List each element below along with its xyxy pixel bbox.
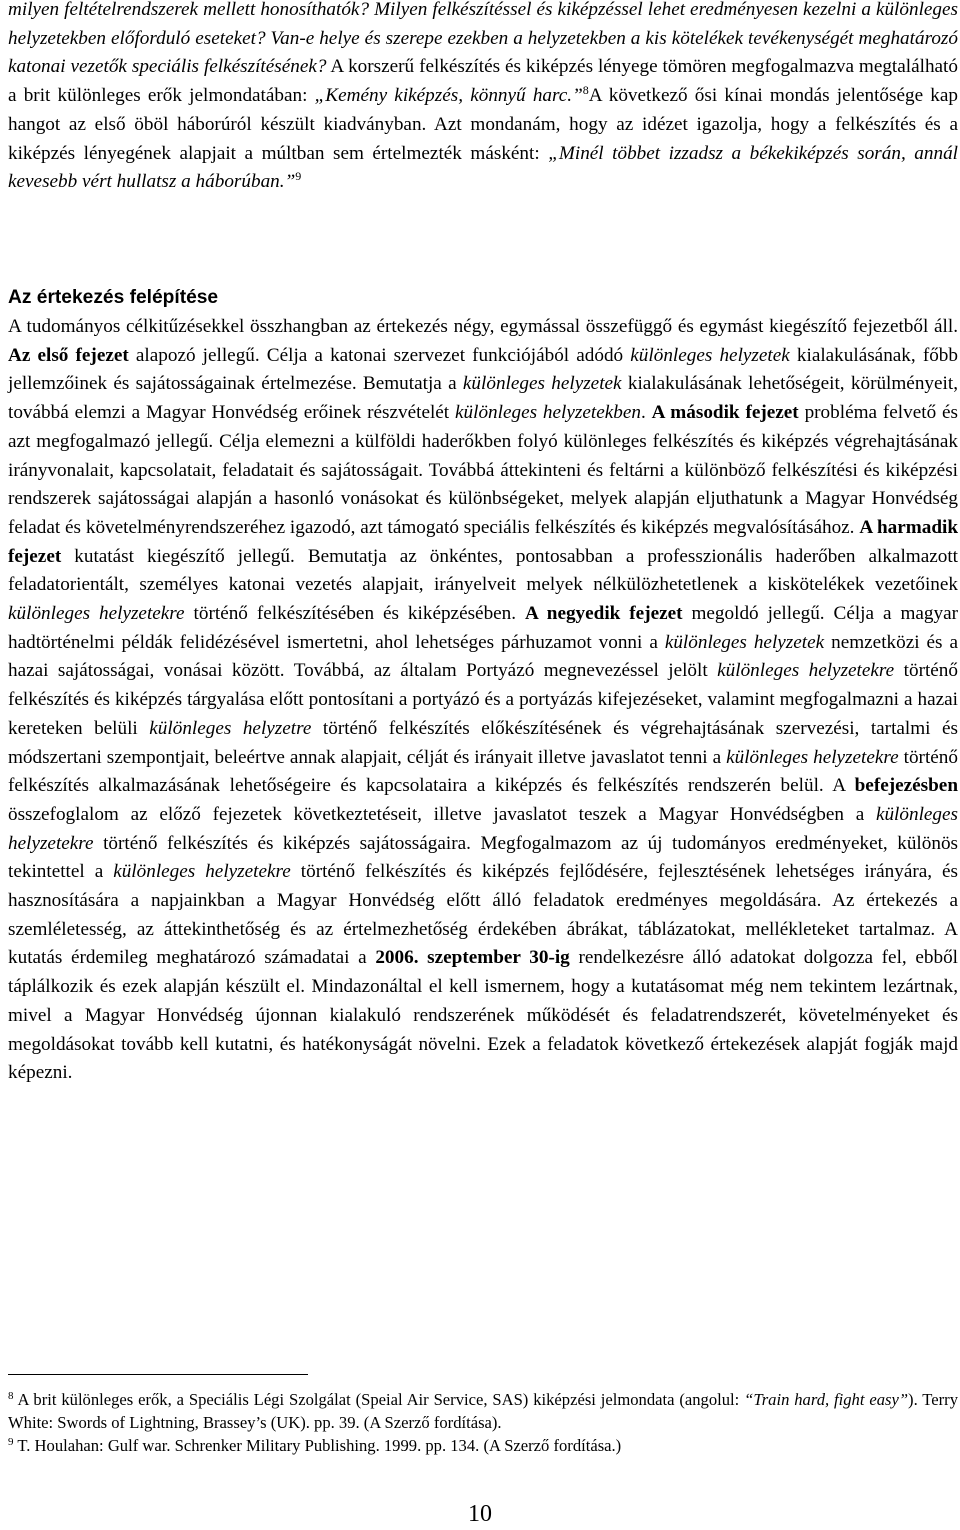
footnote-ref-9[interactable]: 9: [295, 169, 302, 184]
text-run: történő felkészítés előkészítésének és végrehajtásának szervezési, tartalmi és módszertani szempontjait, beleértve annak alapjait, célját és irányait illetve javaslatot tenni a: [8, 717, 958, 768]
bold-run: befejezésben: [854, 775, 958, 797]
intro-paragraph: [8, 0, 958, 197]
text-run: alapozó jellegű. Célja a katonai szervezet funkciójából adódó: [128, 344, 631, 366]
text-run: probléma felvető és azt megfogalmazó jellegű. Célja elemezni a külföldi haderőkben folyó különleges felkészítés és kiképzés végrehajtásának irányvonalait, kapcsolatait, feladatait és sajátosságait. Továbbá áttekinteni és feltárni a különböző felkészítési és kiképzési rendszerek sajátosságai alapján a hasonló vonásokat és különbségeket, melyek alapján eljuthatunk a Magyar Honvédség feladat és követelményrendszeréhez igazodó, azt támogató speciális felkészítés és kiképzés megvalósításához.: [8, 402, 959, 538]
text-run: A korszerű felkészítés és kiképzés lényege tömören megfogalmazva megtalálható a brit különleges erők jelmondatában:: [8, 56, 958, 107]
structure-paragraph: [8, 313, 958, 1088]
footnote-number: 8: [8, 1390, 14, 1402]
italic-run: különleges helyzetekre: [8, 603, 185, 625]
text-run: kialakulásának lehetőségeit, körülményeit, továbbá elemzi a Magyar Honvédség erőinek részvételét: [8, 373, 958, 424]
italic-run: különleges helyzetekre: [726, 746, 899, 768]
footnotes: [8, 1388, 958, 1457]
proverb-quote: „Minél többet izzadsz a békekiképzés során, annál kevesebb vért hullatsz a háborúban.”: [8, 142, 958, 193]
footnote-9: [8, 1434, 958, 1457]
text-run: megoldó jellegű. Célja a magyar hadtörténelmi példák felidézésével ismertetni, ahol lehetséges párhuzamot vonni a: [8, 603, 958, 653]
text-run: A tudományos célkitűzésekkel összhangban az értekezés négy, egymással összefüggő és egymást kiegészítő fejezetből áll.: [8, 316, 958, 337]
footnote-number: 9: [8, 1436, 14, 1448]
text-run: nemzetközi és a hazai sajátosságai, vonásai között. Továbbá, az általam Portyázó megnevezéssel jelölt: [8, 631, 959, 682]
italic-run: különleges helyzetekre: [113, 861, 291, 883]
text-run: történő felkészítésében és kiképzésében.: [184, 603, 526, 625]
bold-run: 2006. szeptember 30-ig: [375, 947, 570, 969]
italic-run: különleges helyzetekre: [717, 660, 895, 682]
bold-run: A negyedik fejezet: [525, 603, 683, 625]
motto-quote: „Kemény kiképzés, könnyű harc.”: [314, 85, 583, 107]
text-run: .: [640, 402, 652, 424]
bold-run: A második fejezet: [651, 402, 799, 424]
footnote-8: [8, 1388, 958, 1434]
italic-run: különleges helyzetekre: [8, 803, 958, 854]
section-heading: Az értekezés felépítése: [8, 287, 219, 308]
italic-run: “Train hard, fight easy”: [744, 1390, 909, 1409]
bold-run: A harmadik fejezet: [8, 516, 958, 567]
italic-run: különleges helyzetek: [630, 344, 790, 366]
text-run: történő felkészítés és kiképzés tárgyalása előtt pontosítani a portyázó és a portyázás kifejezéseket, valamint megfogalmazni a hazai kereteken belüli: [8, 660, 958, 739]
text-run: összefoglalom az előző fejezetek következtetéseit, illetve javaslatot teszek a Magyar Honvédségben a: [8, 803, 876, 825]
text-run: A következő ősi kínai mondás jelentősége kap hangot az első öböl háborúról készült kiadványban. Azt mondanám, hogy az idézet igazolja, hogy a felkészítés és a kiképzés lényegének alapjait a múltban sem értelmezték másként:: [8, 85, 959, 164]
text-run: ). Terry White: Swords of Lightning, Brassey’s (UK). pp. 39. (A Szerző fordítása).: [8, 1390, 958, 1432]
page-number: 10: [468, 1501, 492, 1527]
text-run: kialakulásának, főbb jellemzőinek és sajátosságainak értelmezése. Bemutatja a: [8, 344, 958, 395]
bold-run: Az első fejezet: [8, 344, 129, 366]
italic-run: különleges helyzetekben: [455, 402, 641, 424]
text-run: történő felkészítés és kiképzés fejlődésére, fejlesztésének lehetséges irányára, és hasznosítására a napjainkban a Magyar Honvédség előtt álló feladatok eredményes megoldására. Az értekezés a szemléletesség, az áttekinthetőség és az értelmezhetőség érdekében ábrákat, táblázatokat, mellékleteket tartalmaz. A kutatás érdemileg meghatározó számadatai a: [8, 861, 958, 969]
text-run: kutatást kiegészítő jellegű. Bemutatja az önkéntes, pontosabban a professzionális haderőben alkalmazott feladatorientált, személyes katonai vezetés alapjait, irányelveit melyek nélkülözhetetlenek a kiskötelékek vezetőinek: [8, 545, 958, 596]
text-run: T. Houlahan: Gulf war. Schrenker Military Publishing. 1999. pp. 134. (A Szerző fordítása.): [13, 1436, 622, 1455]
italic-questions: milyen feltételrendszerek mellett honosíthatók? Milyen felkészítéssel és kiképzéssel lehet eredményesen kezelni a különleges helyzetekben előforduló eseteket? Van-e helye és szerepe ezekben a helyzetekben a kis kötelékek tevékenységét meghatározó katonai vezetők speciális felkészítésének?: [8, 0, 958, 78]
footnote-separator: [8, 1374, 308, 1375]
italic-run: különleges helyzetek: [664, 631, 825, 653]
italic-run: különleges helyzetek: [462, 373, 622, 395]
footnote-ref-8[interactable]: 8: [582, 83, 589, 98]
text-run: rendelkezésre álló adatokat dolgozza fel, ebből táplálkozik és ezek alapján készült el. Mindazonáltal el kell ismernem, hogy a kutatásomat még nem tekintem lezártnak, mivel a Magyar Honvédség újonnan kialakuló rendszerének működését és feladatrendszerét, követelményeket és megoldásokat tovább kell kutatni, és hatékonyságát növelni. Ezek a feladatok következő értekezések alapját fogják majd képezni.: [8, 947, 959, 1084]
italic-run: különleges helyzetre: [149, 717, 312, 739]
text-run: A brit különleges erők, a Speciális Légi Szolgálat (Speial Air Service, SAS) kiképzési jelmondata (angolul:: [13, 1390, 745, 1409]
text-run: történő felkészítés és kiképzés sajátosságaira. Megfogalmazom az új tudományos eredményeket, különös tekintettel a: [8, 832, 958, 883]
text-run: történő felkészítés alkalmazásának lehetőségeire és kapcsolataira a kiképzés és felkészítés rendszerén belül. A: [8, 746, 958, 797]
